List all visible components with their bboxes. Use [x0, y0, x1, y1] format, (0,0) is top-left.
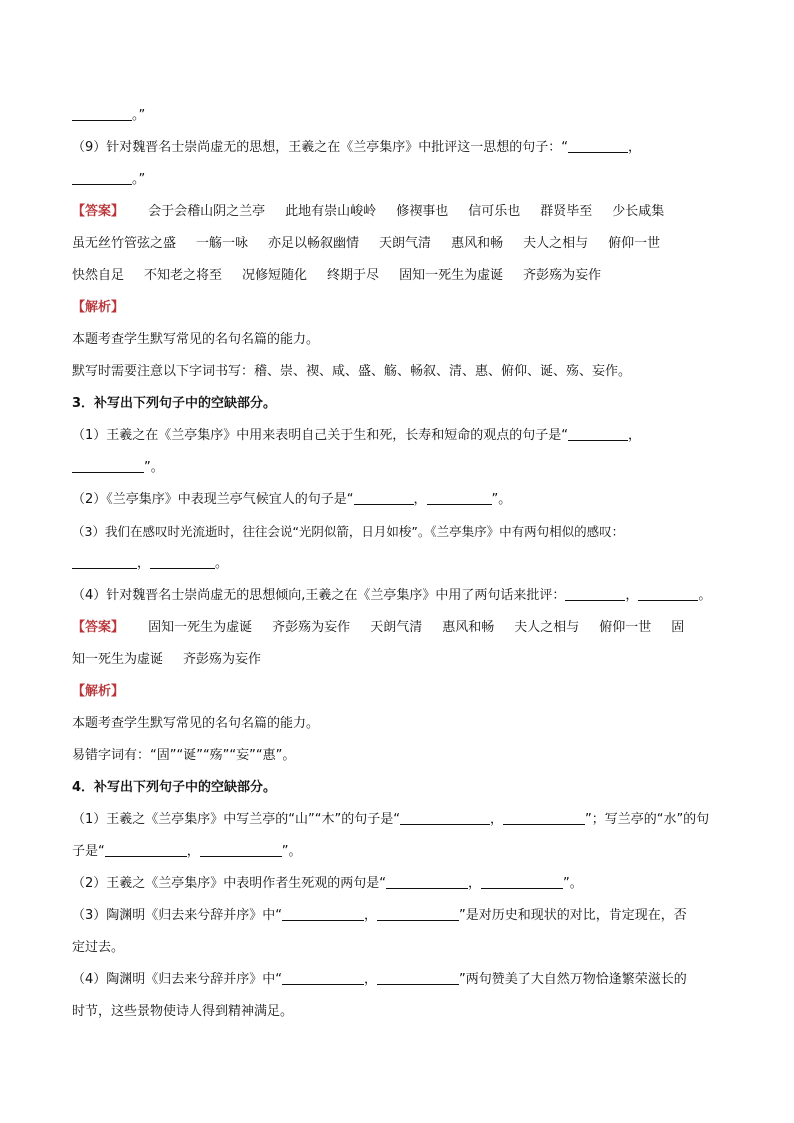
q3-item2: （2）《兰亭集序》中表现兰亭气候宜人的句子是“ ， ”。 [72, 484, 732, 516]
blank-field [72, 105, 132, 121]
q3-item1-end: ”。 [72, 452, 732, 484]
q3-answer-line-1: 【答案】 固知一死生为虚诞 齐彭殇为妄作 天朗气清 惠风和畅 夫人之相与 俯仰一世 固 [72, 620, 685, 635]
q4-item3-end: 定过去。 [72, 940, 125, 955]
blank-field [377, 905, 459, 921]
blank-field [481, 873, 563, 889]
q2-answer-line-3: 快然自足 不知老之将至 况修短随化 终期于尽 固知一死生为虚诞 齐彭殇为妄作 [72, 268, 602, 283]
blank-field [427, 489, 492, 505]
blank-field [377, 969, 459, 985]
blank-field [72, 169, 132, 185]
analysis-label: 【解析】 [72, 684, 125, 699]
answer-label: 【答案】 [72, 620, 125, 635]
q3-item1: （1）王羲之在《兰亭集序》中用来表明自己关于生和死，长寿和短命的观点的句子是“ ， [72, 420, 732, 452]
q4-item3: （3）陶渊明《归去来兮辞并序》中“ ， ”是对历史和现状的对比，肯定现在，否 [72, 900, 732, 932]
blank-field [72, 553, 137, 569]
blank-field [282, 905, 364, 921]
q2-answer-line-1: 【答案】 会于会稽山阴之兰亭 此地有崇山峻岭 修禊事也 信可乐也 群贤毕至 少长咸集 [72, 204, 665, 219]
q2-analysis-p1: 本题考查学生默写常见的名句名篇的能力。 [72, 332, 320, 347]
q2-item9: （9）针对魏晋名士崇尚虚无的思想，王羲之在《兰亭集序》中批评这一思想的句子：“ ， [72, 132, 732, 164]
q3-analysis-p1: 本题考查学生默写常见的名句名篇的能力。 [72, 716, 320, 731]
q4-item4: （4）陶渊明《归去来兮辞并序》中“ ， ”两句赞美了大自然万物恰逢繁荣滋长的 [72, 964, 732, 996]
blank-field [150, 553, 215, 569]
blank-field [503, 809, 585, 825]
q3-title: 3．补写出下列句子中的空缺部分。 [72, 396, 277, 411]
blank-field [200, 841, 282, 857]
q4-item4-end: 时节，这些景物使诗人得到精神满足。 [72, 1004, 294, 1019]
q4-item2: （2）王羲之《兰亭集序》中表明作者生死观的两句是“ ， ”。 [72, 868, 732, 900]
q2-analysis-heading [72, 292, 732, 324]
q3-analysis-p2: 易错字词有：“固”“诞”“殇”“妄”“惠”。 [72, 748, 296, 763]
blank-field [354, 489, 414, 505]
blank-field [568, 425, 628, 441]
document-page [72, 100, 732, 1028]
q2-item8-end: 。” [72, 100, 732, 132]
blank-field [105, 841, 187, 857]
q3-item3-end: ， 。 [72, 548, 732, 580]
analysis-label: 【解析】 [72, 300, 125, 315]
q2-analysis-p2: 默写时需要注意以下字词书写：稽、崇、禊、咸、盛、觞、畅叙、清、惠、俯仰、诞、殇、妄作。 [72, 364, 632, 379]
q3-answer-line-2: 知一死生为虚诞 齐彭殇为妄作 [72, 652, 262, 667]
q4-item1: （1）王羲之《兰亭集序》中写兰亭的“山”“木”的句子是“ ， ”；写兰亭的“水”的句 [72, 804, 732, 836]
q4-item1-end: 子是“ ， ”。 [72, 836, 732, 868]
blank-field [282, 969, 364, 985]
q3-item4: （4）针对魏晋名士崇尚虚无的思想倾向,王羲之在《兰亭集序》中用了两句话来批评： ， 。 [72, 580, 732, 612]
q2-item9-end: 。” [72, 164, 732, 196]
blank-field [638, 585, 698, 601]
blank-field [565, 585, 625, 601]
q4-title: 4．补写出下列句子中的空缺部分。 [72, 780, 277, 795]
blank-field [568, 137, 628, 153]
q3-analysis-heading [72, 676, 732, 708]
blank-field [400, 809, 490, 825]
blank-field [386, 873, 468, 889]
answer-label: 【答案】 [72, 204, 125, 219]
q3-item3: （3）我们在感叹时光流逝时，往往会说“光阴似箭，日月如梭”。《兰亭集序》中有两句相似的感叹： [72, 524, 625, 539]
blank-field [72, 457, 144, 473]
q2-answer-line-2: 虽无丝竹管弦之盛 一觞一咏 亦足以畅叙幽情 天朗气清 惠风和畅 夫人之相与 俯仰一世 [72, 236, 661, 251]
